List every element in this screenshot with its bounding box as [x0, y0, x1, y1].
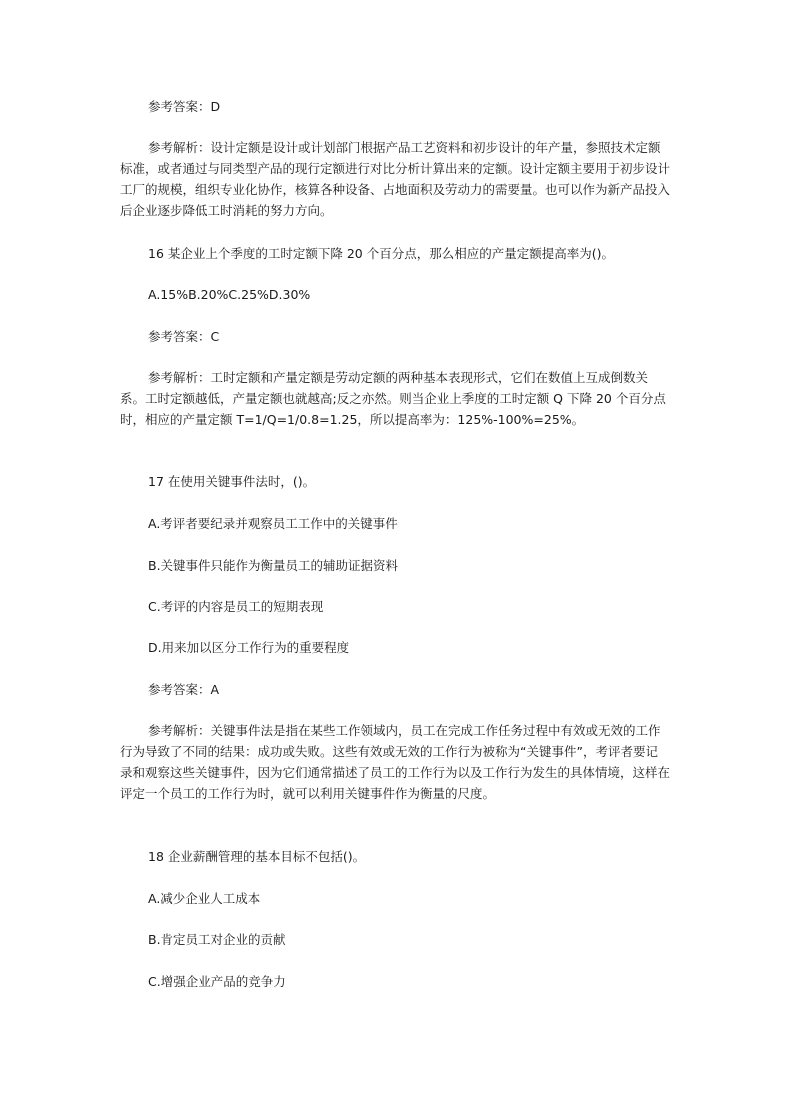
option-17-d: D.用来加以区分工作行为的重要程度 — [148, 640, 350, 655]
option-17-b: B.关键事件只能作为衡量员工的辅助证据资料 — [148, 558, 399, 573]
option-17-a: A.考评者要纪录并观察员工工作中的关键事件 — [148, 516, 398, 531]
option-18-b: B.肯定员工对企业的贡献 — [148, 932, 286, 947]
option-18-a: A.减少企业人工成本 — [148, 891, 261, 906]
explanation-15: 参考解析：设计定额是设计或计划部门根据产品工艺资料和初步设计的年产量，参照技术定额标准，或者通过与同类型产品的现行定额进行对比分析计算出来的定额。设计定额主要用于初步设计工厂的规模，组织专业化协作，核算各种设备、占地面积及劳动力的需要量。也可以作为新产品投入后企业逐步降低工时消耗的努力方向。 — [120, 140, 671, 218]
question-18: 18 企业薪酬管理的基本目标不包括()。 — [148, 849, 366, 864]
answer-17: 参考答案：A — [148, 682, 220, 697]
explanation-16: 参考解析：工时定额和产量定额是劳动定额的两种基本表现形式，它们在数值上互成倒数关系。工时定额越低，产量定额也就越高;反之亦然。则当企业上季度的工时定额 Q 下降 20 个百分点时，相应的产量定额 T=1/Q=1/0.8=1.25，所以提高率为：125%-100%=25%。 — [120, 370, 666, 427]
answer-16: 参考答案：C — [148, 329, 220, 344]
question-16: 16 某企业上个季度的工时定额下降 20 个百分点，那么相应的产量定额提高率为()。 — [148, 246, 614, 261]
explanation-17: 参考解析：关键事件法是指在某些工作领域内，员工在完成工作任务过程中有效或无效的工作行为导致了不同的结果：成功或失败。这些有效或无效的工作行为被称为“关键事件”，考评者要记录和观察这些关键事件，因为它们通常描述了员工的工作行为以及工作行为发生的具体情境，这样在评定一个员工的工作行为时，就可以利用关键事件作为衡量的尺度。 — [120, 723, 671, 801]
options-16: A.15%B.20%C.25%D.30% — [148, 287, 311, 302]
question-17: 17 在使用关键事件法时，()。 — [148, 474, 316, 489]
answer-15: 参考答案：D — [148, 99, 221, 114]
option-18-c: C.增强企业产品的竞争力 — [148, 974, 286, 989]
option-17-c: C.考评的内容是员工的短期表现 — [148, 599, 324, 614]
